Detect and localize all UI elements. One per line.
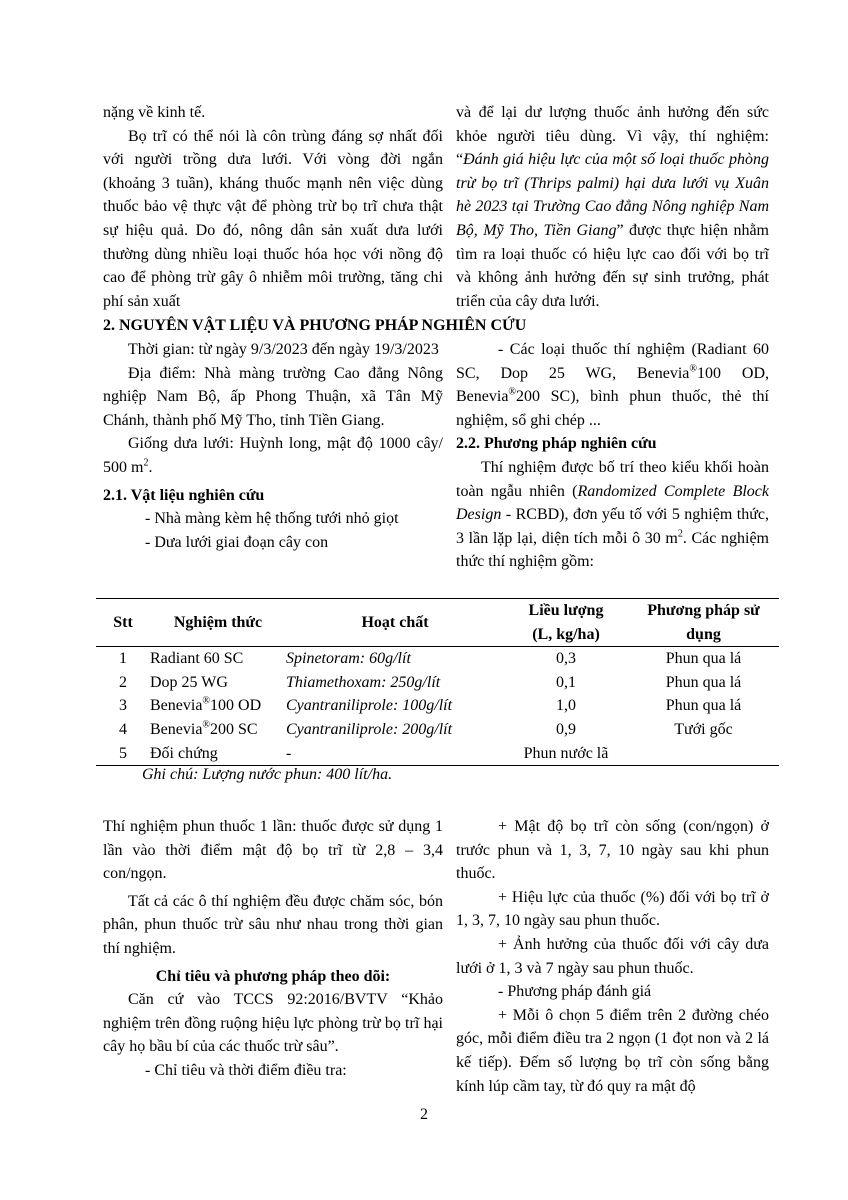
- text-run: Benevia: [150, 720, 203, 738]
- list-item: - Chỉ tiêu và thời điểm điều tra:: [145, 1061, 347, 1079]
- cell-stt: 5: [119, 744, 127, 762]
- superscript: ®: [202, 696, 211, 708]
- text-run: Dop 25 WG: [150, 673, 228, 691]
- list-item: [456, 338, 769, 432]
- text-run: ” được thực hiện nhằm tìm ra loại thuốc có hiệu lực cao đối với bọ trĩ và không ảnh hưởng đến sự sinh trưởng, phát triển của cây dưa lưới.: [456, 221, 769, 310]
- paragraph: Căn cứ vào TCCS 92:2016/BVTV “Khảo nghiệm trên đồng ruộng hiệu lực phòng trừ bọ trĩ hại cây họ bầu bí của các thuốc trừ sâu”.: [103, 991, 443, 1056]
- table-header-row: [96, 599, 779, 647]
- cell-treatment: [150, 718, 286, 742]
- header-line: dụng: [686, 625, 721, 643]
- cell-active: -: [286, 744, 292, 762]
- list-item: - Nhà màng kèm hệ thống tưới nhỏ giọt: [145, 510, 399, 528]
- cell-stt: 4: [119, 720, 127, 738]
- paragraph: Bọ trĩ có thể nói là côn trùng đáng sợ nhất đối với người trồng dưa lưới. Với vòng đời ngắn (khoảng 3 tuần), kháng thuốc mạnh nên việc dùng thuốc bảo vệ thực vật để phòng trừ bọ trĩ chưa thật sự hiệu quả. Do đó, nông dân sản xuất dưa lưới thường dùng nhiều loại thuốc hóa học với nồng độ cao để phòng trừ gây ô nhiễm môi trường, tăng chi phí sản xuất: [103, 127, 443, 310]
- cell-stt: 2: [119, 673, 127, 691]
- header-treatment: Nghiệm thức: [173, 613, 263, 631]
- cell-active: Thiamethoxam: 250g/lít: [286, 673, 441, 691]
- cell-active: Cyantraniliprole: 200g/lít: [286, 720, 453, 738]
- text-run: Đối chứng: [150, 744, 218, 762]
- cell-active: Cyantraniliprole: 100g/lít: [286, 697, 453, 715]
- subsection-heading: 2.2. Phương pháp nghiên cứu: [456, 435, 657, 453]
- header-stt: Stt: [113, 613, 133, 631]
- header-line: Liều lượng: [528, 602, 604, 619]
- header-line: (L, kg/ha): [532, 625, 600, 643]
- text-run-italic: Randomized Complete Block Design: [456, 482, 769, 524]
- table-row: [96, 718, 779, 742]
- subsection-heading: Chỉ tiêu và phương pháp theo dõi:: [155, 967, 391, 985]
- experiment-title: Đánh giá hiệu lực của một số loại thuốc phòng trừ bọ trĩ (Thrips palmi) hại dưa lưới vụ Xuân hè 2023 tại Trường Cao đẳng Nông nghiệp Nam Bộ, Mỹ Tho, Tiền Giang: [456, 151, 769, 239]
- table-row: [96, 647, 779, 671]
- cell-treatment: [150, 671, 286, 695]
- intro-left-column: [103, 101, 443, 313]
- text-run: 100 OD: [210, 697, 262, 715]
- text-run: 200 SC: [210, 720, 258, 738]
- cell-method: Phun qua lá: [665, 673, 742, 691]
- text-run: .: [148, 458, 153, 476]
- header-method: [628, 599, 779, 647]
- cell-method: [628, 742, 779, 766]
- paragraph: nặng về kinh tế.: [103, 104, 206, 121]
- text-run: và để lại dư lượng thuốc ảnh hưởng đến sức khỏe người tiêu dùng. Vì vậy, thí nghiệm: “: [456, 104, 769, 169]
- superscript: ®: [508, 386, 517, 398]
- superscript: ®: [202, 719, 211, 731]
- list-item: + Mật độ bọ trĩ còn sống (con/ngọn) ở trước phun và 1, 3, 7, 10 ngày sau khi phun thuốc.: [456, 818, 769, 883]
- cell-method: Tưới gốc: [674, 720, 733, 738]
- text-run: 200 SC), bình phun thuốc, thẻ thí nghiệm, sổ ghi chép ...: [456, 388, 769, 429]
- superscript: 2: [143, 457, 149, 469]
- table-row: [96, 694, 779, 718]
- cell-method: Phun qua lá: [665, 697, 742, 715]
- cell-dose: 1,0: [556, 697, 576, 715]
- cell-dose: 0,1: [556, 673, 576, 691]
- cell-dose: Phun nước lã: [523, 744, 609, 762]
- header-active: Hoạt chất: [361, 613, 429, 631]
- subsection-heading: 2.1. Vật liệu nghiên cứu: [103, 486, 265, 504]
- cell-dose: 0,9: [556, 720, 576, 738]
- materials-left-column: [103, 338, 443, 554]
- intro-right-column: [456, 101, 769, 313]
- text-run: Giống dưa lưới: Huỳnh long, mật độ 1000 cây/ 500 m: [103, 435, 443, 476]
- text-run: - Các loại thuốc thí nghiệm (Radiant 60 SC, Dop 25 WG, Benevia: [456, 341, 769, 382]
- table-row: [96, 671, 779, 695]
- table-note: Ghi chú: Lượng nước phun: 400 lít/ha.: [142, 766, 393, 783]
- section-heading: 2. NGUYÊN VẬT LIỆU VÀ PHƯƠNG PHÁP NGHIÊN CỨU: [103, 317, 527, 334]
- methods-left-column: [103, 815, 443, 1083]
- paragraph: Địa điểm: Nhà màng trường Cao đẳng Nông nghiệp Nam Bộ, ấp Phong Thuận, xã Tân Mỹ Chánh, thành phố Mỹ Tho, tỉnh Tiền Giang.: [103, 364, 443, 429]
- list-item: - Dưa lưới giai đoạn cây con: [145, 533, 329, 551]
- cell-active: Spinetoram: 60g/lít: [286, 650, 411, 668]
- text-run: - RCBD), đơn yếu tố với 5 nghiệm thức, 3 lần lặp lại, diện tích mỗi ô 30 m: [456, 506, 769, 547]
- methods-right-column: [456, 815, 769, 1098]
- treatment-table: [96, 598, 779, 766]
- paragraph: [103, 432, 443, 479]
- text-run: Benevia: [150, 697, 203, 715]
- cell-stt: 1: [119, 650, 127, 668]
- list-item: + Hiệu lực của thuốc (%) đối với bọ trĩ ở 1, 3, 7, 10 ngày sau phun thuốc.: [456, 888, 769, 930]
- paragraph: [456, 101, 769, 313]
- materials-right-column: [456, 338, 769, 574]
- superscript: ®: [689, 363, 698, 375]
- text-run: 100 OD, Benevia: [456, 364, 769, 406]
- cell-treatment: [150, 647, 286, 671]
- header-dose: [504, 599, 628, 647]
- list-item: + Ảnh hưởng của thuốc đối với cây dưa lưới ở 1, 3 và 7 ngày sau phun thuốc.: [456, 935, 769, 977]
- text-run: Thí nghiệm được bố trí theo kiểu khối hoàn toàn ngẫu nhiên (: [456, 458, 769, 500]
- paragraph: [456, 456, 769, 574]
- paragraph: Tất cả các ô thí nghiệm đều được chăm sóc, bón phân, phun thuốc trừ sâu như nhau trong thời gian thí nghiệm.: [103, 892, 443, 957]
- cell-method: Phun qua lá: [665, 650, 742, 668]
- paragraph: Thí nghiệm phun thuốc 1 lần: thuốc được sử dụng 1 lần vào thời điểm mật độ bọ trĩ từ 2,8 – 3,4 con/ngọn.: [103, 818, 443, 883]
- cell-dose: 0,3: [556, 650, 576, 668]
- text-run: Radiant 60 SC: [150, 650, 244, 668]
- text-run: . Các nghiệm thức thí nghiệm gồm:: [456, 529, 769, 571]
- superscript: 2: [677, 528, 683, 540]
- page-number: 2: [420, 1106, 428, 1123]
- header-line: Phương pháp sử: [647, 602, 760, 619]
- cell-stt: 3: [119, 697, 127, 715]
- cell-treatment: [150, 694, 286, 718]
- list-item: + Mỗi ô chọn 5 điểm trên 2 đường chéo góc, mỗi điểm điều tra 2 ngọn (1 đọt non và 2 lá kế tiếp). Đếm số lượng bọ trĩ còn sống bằng kính lúp cầm tay, từ đó quy ra mật độ: [456, 1006, 769, 1095]
- list-item: - Phương pháp đánh giá: [498, 983, 652, 1001]
- paragraph: Thời gian: từ ngày 9/3/2023 đến ngày 19/3/2023: [128, 341, 439, 358]
